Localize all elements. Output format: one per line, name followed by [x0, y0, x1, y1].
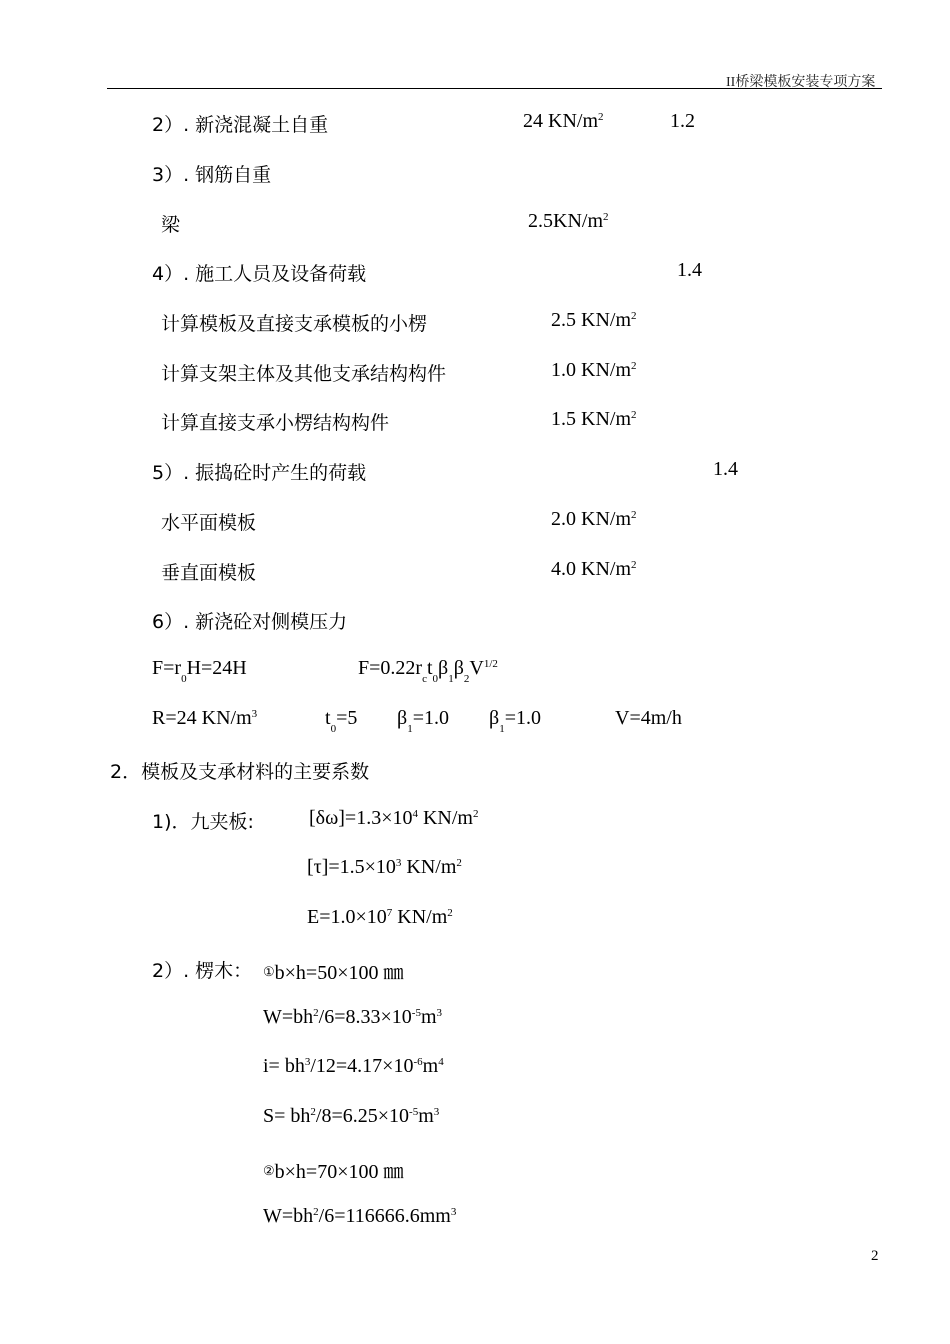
plywood-bending-strength: $[\delta\omega]=1.3\times 10^4$ $KN/m^2$ — [309, 807, 479, 829]
formula-beta-b: $\beta_1=1.0$ — [489, 707, 541, 735]
section-2-title: 2．模板及支承材料的主要系数 — [110, 761, 370, 783]
timber-inertia: $i= bh^3/12=4.17\times 10^{-6}m^4$ — [263, 1055, 444, 1077]
calc-1-label: 计算模板及直接支承模板的小楞 — [161, 313, 428, 335]
running-header: II桥梁模板安装专项方案 — [726, 75, 876, 90]
vertical-formwork-value: 4.0 $KN/m^2$ — [551, 558, 637, 580]
header-rule — [107, 88, 882, 89]
vertical-formwork-label: 垂直面模板 — [161, 562, 257, 584]
formula-f1: $F=r_0H=24H$ — [152, 657, 247, 685]
timber-size-2: ②b×h=70×100 ㎜ — [263, 1161, 404, 1183]
item-5-factor: 1.4 — [713, 458, 738, 480]
beam-label: 梁 — [161, 214, 181, 236]
formula-t0: $t_0=5$ — [325, 707, 358, 735]
item-4-factor: 1.4 — [677, 259, 702, 281]
timber-static-moment: $S= bh^2/8=6.25\times 10^{-5}m^3$ — [263, 1105, 440, 1127]
formula-f2: $F=0.22r_ct_0\beta_1\beta_2V^{1/2}$ — [358, 657, 498, 685]
item-5-label: 5）. 振捣砼时产生的荷载 — [152, 462, 367, 484]
item-2-label: 2）. 新浇混凝土自重 — [152, 114, 329, 136]
timber-section-modulus-1: $W=bh^2/6=8.33\times 10^{-5}m^3$ — [263, 1006, 443, 1028]
timber-label: 2）. 楞木： — [152, 960, 253, 982]
plywood-label: 1)．九夹板: — [152, 811, 254, 833]
horizontal-formwork-label: 水平面模板 — [161, 512, 257, 534]
calc-3-label: 计算直接支承小楞结构构件 — [161, 412, 390, 434]
item-3-label: 3）. 钢筋自重 — [152, 164, 272, 186]
calc-3-value: 1.5 $KN/m^2$ — [551, 408, 637, 430]
timber-section-modulus-2: $W=bh^2/6=116666.6mm^3$ — [263, 1205, 457, 1227]
item-2-factor: 1.2 — [670, 110, 695, 132]
plywood-shear-strength: $[\tau]=1.5\times 10^3$ $KN/m^2$ — [307, 856, 462, 878]
page-number: 2 — [871, 1248, 879, 1264]
item-6-label: 6）. 新浇砼对侧模压力 — [152, 611, 348, 633]
calc-2-value: 1.0 $KN/m^2$ — [551, 359, 637, 381]
horizontal-formwork-value: 2.0 $KN/m^2$ — [551, 508, 637, 530]
plywood-modulus: $E=1.0\times 10^7$ $KN/m^2$ — [307, 906, 453, 928]
item-4-label: 4）. 施工人员及设备荷载 — [152, 263, 367, 285]
formula-beta-a: $\beta_1=1.0$ — [397, 707, 449, 735]
calc-2-label: 计算支架主体及其他支承结构构件 — [161, 363, 447, 385]
calc-1-value: 2.5 $KN/m^2$ — [551, 309, 637, 331]
timber-size-1: ①b×h=50×100 ㎜ — [263, 962, 404, 984]
formula-r: R=24 $KN/m^3$ — [152, 707, 258, 729]
beam-value: $2.5KN/m^2$ — [528, 210, 609, 232]
item-2-value: 24 $KN/m^2$ — [523, 110, 604, 132]
formula-v: V=4m/h — [615, 707, 682, 729]
